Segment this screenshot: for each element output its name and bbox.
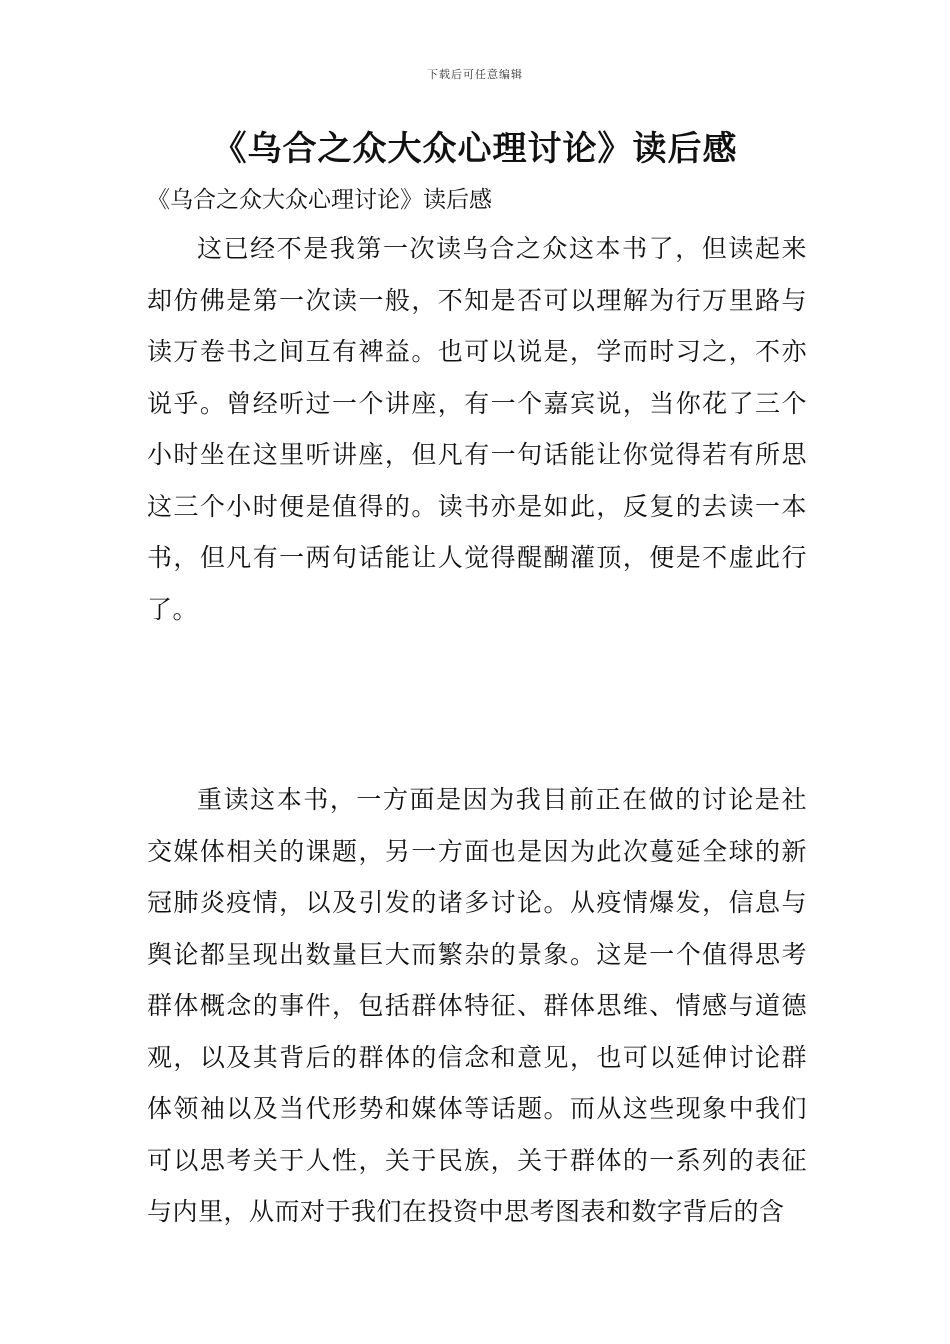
document-title: 《乌合之众大众心理讨论》读后感 <box>212 129 738 169</box>
page-header-note: 下载后可任意编辑 <box>427 68 523 81</box>
document-subtitle: 《乌合之众大众心理讨论》读后感 <box>147 187 492 213</box>
body-paragraph-1: 这已经不是我第一次读乌合之众这本书了，但读起来却仿佛是第一次读一般，不知是否可以理解为行万里路与读万卷书之间互有裨益。也可以说是，学而时习之，不亦说乎。曾经听过一个讲座，有一个嘉宾说，当你花了三个小时坐在这里听讲座，但凡有一句话能让你觉得若有所思这三个小时便是值得的。读书亦是如此，反复的去读一本书，但凡有一两句话能让人觉得醍醐灌顶，便是不虚此行了。 <box>147 234 807 624</box>
body-paragraph-2: 重读这本书，一方面是因为我目前正在做的讨论是社交媒体相关的课题，另一方面也是因为此次蔓延全球的新冠肺炎疫情，以及引发的诸多讨论。从疫情爆发，信息与舆论都呈现出数量巨大而繁杂的景象。这是一个值得思考群体概念的事件，包括群体特征、群体思维、情感与道德观，以及其背后的群体的信念和意见，也可以延伸讨论群体领袖以及当代形势和媒体等话题。而从这些现象中我们可以思考关于人性，关于民族，关于群体的一系列的表征与内里，从而对于我们在投资中思考图表和数字背后的含 <box>147 785 807 1226</box>
